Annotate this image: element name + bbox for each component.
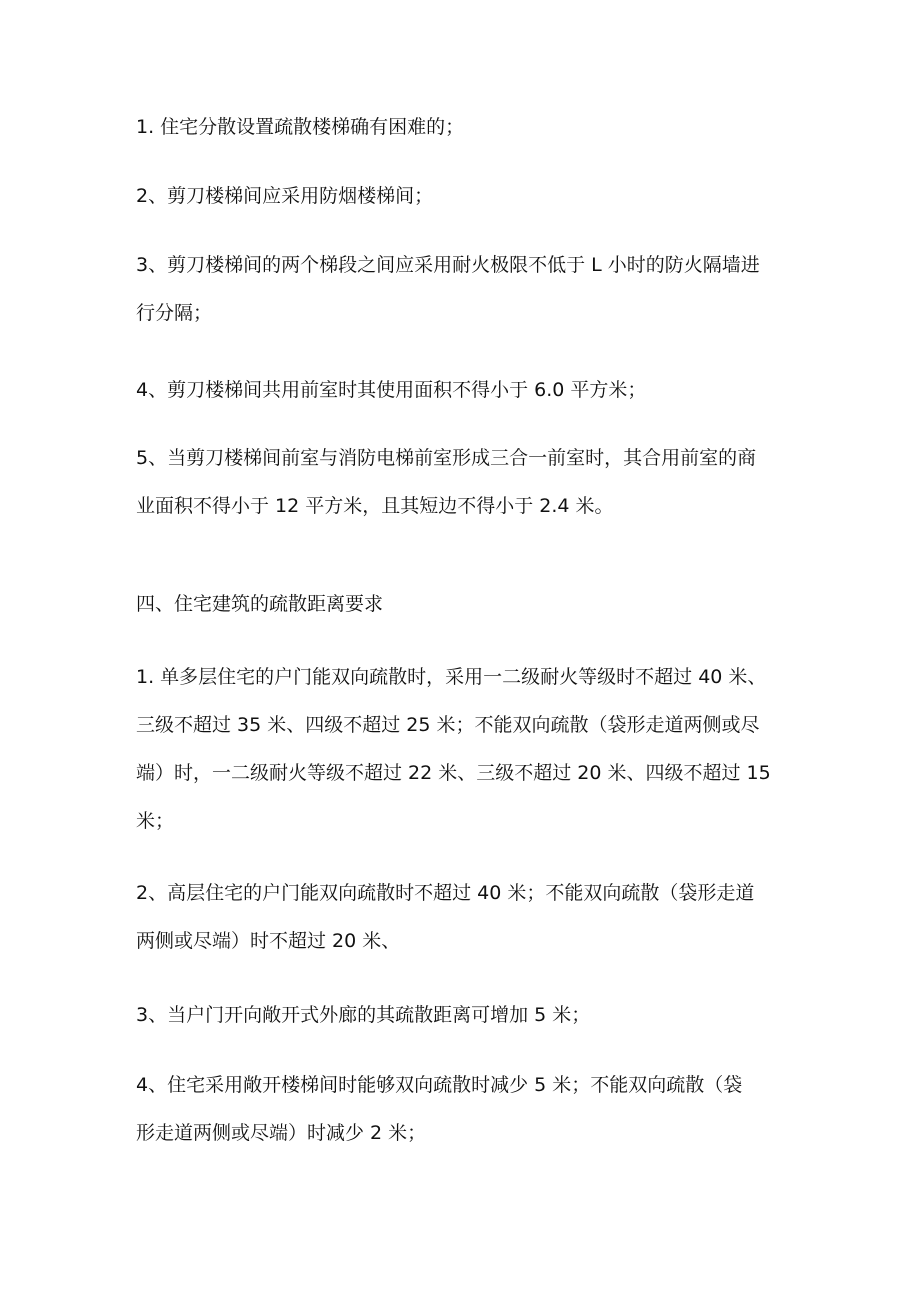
paragraph-9 xyxy=(136,1061,806,1157)
paragraph-1 xyxy=(136,103,806,151)
paragraph-3 xyxy=(136,241,806,337)
text-line: 2、剪刀楼梯间应采用防烟楼梯间； xyxy=(136,185,434,207)
paragraph-8 xyxy=(136,991,806,1039)
text-line: 三级不超过 35 米、四级不超过 25 米；不能双向疏散（袋形走道两侧或尽 xyxy=(136,714,760,736)
text-line: 1. 单多层住宅的户门能双向疏散时，采用一二级耐火等级时不超过 40 米、 xyxy=(136,666,767,688)
text-line: 端）时，一二级耐火等级不超过 22 米、三级不超过 20 米、四级不超过 15 xyxy=(136,762,771,784)
text-line: 行分隔； xyxy=(136,302,213,324)
text-line: 3、当户门开向敞开式外廊的其疏散距离可增加 5 米； xyxy=(136,1004,591,1026)
text-line: 3、剪刀楼梯间的两个梯段之间应采用耐火极限不低于 L 小时的防火隔墙进 xyxy=(136,254,760,276)
text-line: 米； xyxy=(136,810,175,832)
text-line: 2、高层住宅的户门能双向疏散时不超过 40 米；不能双向疏散（袋形走道 xyxy=(136,882,755,904)
text-line: 两侧或尽端）时不超过 20 米、 xyxy=(136,930,401,952)
paragraph-5 xyxy=(136,434,806,530)
text-line: 1. 住宅分散设置疏散楼梯确有困难的； xyxy=(136,116,465,138)
text-line: 5、当剪刀楼梯间前室与消防电梯前室形成三合一前室时，其合用前室的商 xyxy=(136,447,757,469)
text-line: 形走道两侧或尽端）时减少 2 米； xyxy=(136,1122,427,1144)
text-line: 四、住宅建筑的疏散距离要求 xyxy=(136,593,384,615)
paragraph-6 xyxy=(136,653,806,845)
text-line: 4、剪刀楼梯间共用前室时其使用面积不得小于 6.0 平方米； xyxy=(136,379,647,401)
paragraph-2 xyxy=(136,172,806,220)
text-line: 业面积不得小于 12 平方米，且其短边不得小于 2.4 米。 xyxy=(136,495,614,517)
text-line: 4、住宅采用敞开楼梯间时能够双向疏散时减少 5 米；不能双向疏散（袋 xyxy=(136,1074,743,1096)
section-heading xyxy=(136,580,806,628)
paragraph-7 xyxy=(136,869,806,965)
paragraph-4 xyxy=(136,366,806,414)
